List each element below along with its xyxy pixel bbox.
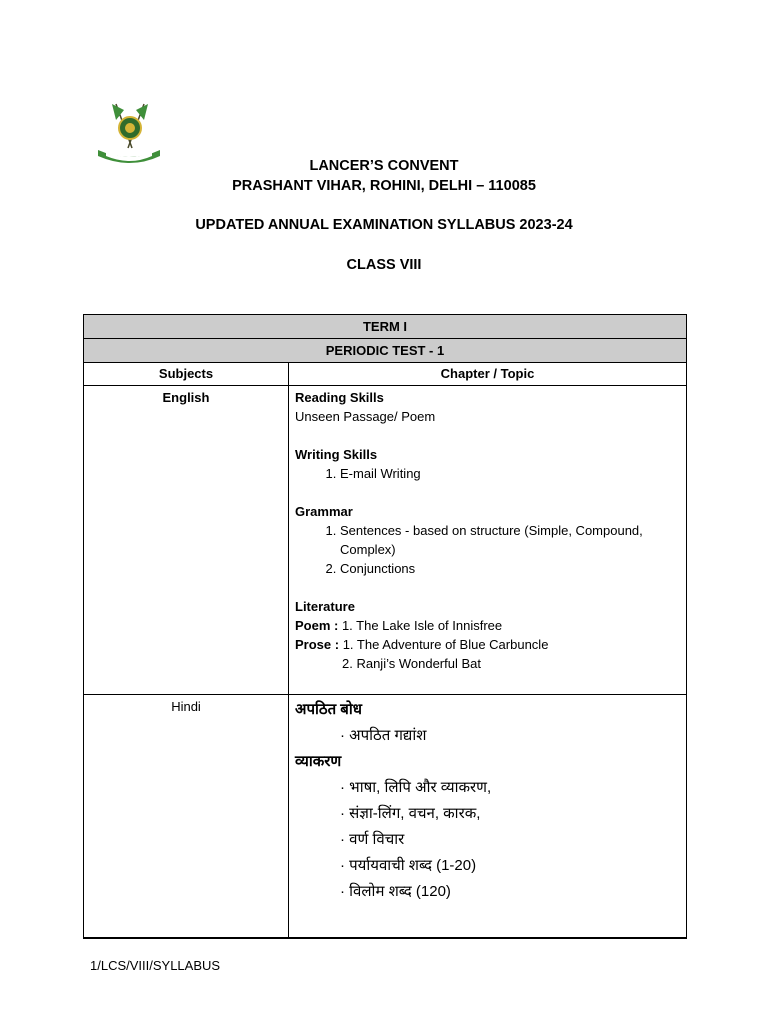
hindi-heading-1: अपठित बोध <box>295 701 362 718</box>
literature-heading: Literature <box>295 599 355 614</box>
list-item: 1. Sentences - based on structure (Simple, Compound, Complex) <box>340 521 680 559</box>
writing-heading: Writing Skills <box>295 447 378 462</box>
grammar-list <box>295 521 680 578</box>
subject-hindi: Hindi <box>84 695 289 939</box>
reading-heading: Reading Skills <box>295 390 384 405</box>
test-header: PERIODIC TEST - 1 <box>84 339 687 363</box>
footer-code: 1/LCS/VIII/SYLLABUS <box>90 958 221 973</box>
hindi-topics <box>289 695 687 939</box>
hindi-item: · वर्ण विचार <box>340 831 405 848</box>
prose-line: Prose : 1. The Adventure of Blue Carbuncle <box>295 637 549 652</box>
exam-title: UPDATED ANNUAL EXAMINATION SYLLABUS 2023-24 <box>195 217 573 233</box>
grammar-heading: Grammar <box>295 504 353 519</box>
hindi-item: · विलोम शब्द (120) <box>340 883 451 900</box>
hindi-item: · अपठित गद्यांश <box>340 727 427 744</box>
school-name: LANCER’S CONVENT <box>309 158 459 174</box>
reading-item: Unseen Passage/ Poem <box>295 409 436 424</box>
english-topics <box>289 386 687 695</box>
prose-item-2: 2. Ranji’s Wonderful Bat <box>342 656 481 671</box>
school-address: PRASHANT VIHAR, ROHINI, DELHI – 110085 <box>232 178 536 194</box>
writing-list <box>295 464 680 483</box>
list-item: 2. Conjunctions <box>340 559 680 578</box>
term-header: TERM I <box>84 315 687 339</box>
table-row <box>84 386 687 695</box>
hindi-item: · भाषा, लिपि और व्याकरण, <box>340 779 492 796</box>
syllabus-table <box>83 314 687 939</box>
list-item: 1. E-mail Writing <box>340 464 680 483</box>
subject-english: English <box>84 386 289 695</box>
column-header-topic: Chapter / Topic <box>289 363 687 386</box>
class-label: CLASS VIII <box>346 257 422 273</box>
hindi-item: · संज्ञा-लिंग, वचन, कारक, <box>340 805 481 822</box>
column-header-subjects: Subjects <box>84 363 289 386</box>
poem-line: Poem : 1. The Lake Isle of Innisfree <box>295 618 503 633</box>
hindi-item: · पर्यायवाची शब्द (1-20) <box>340 857 477 874</box>
hindi-heading-2: व्याकरण <box>295 753 342 770</box>
table-row <box>84 695 687 939</box>
